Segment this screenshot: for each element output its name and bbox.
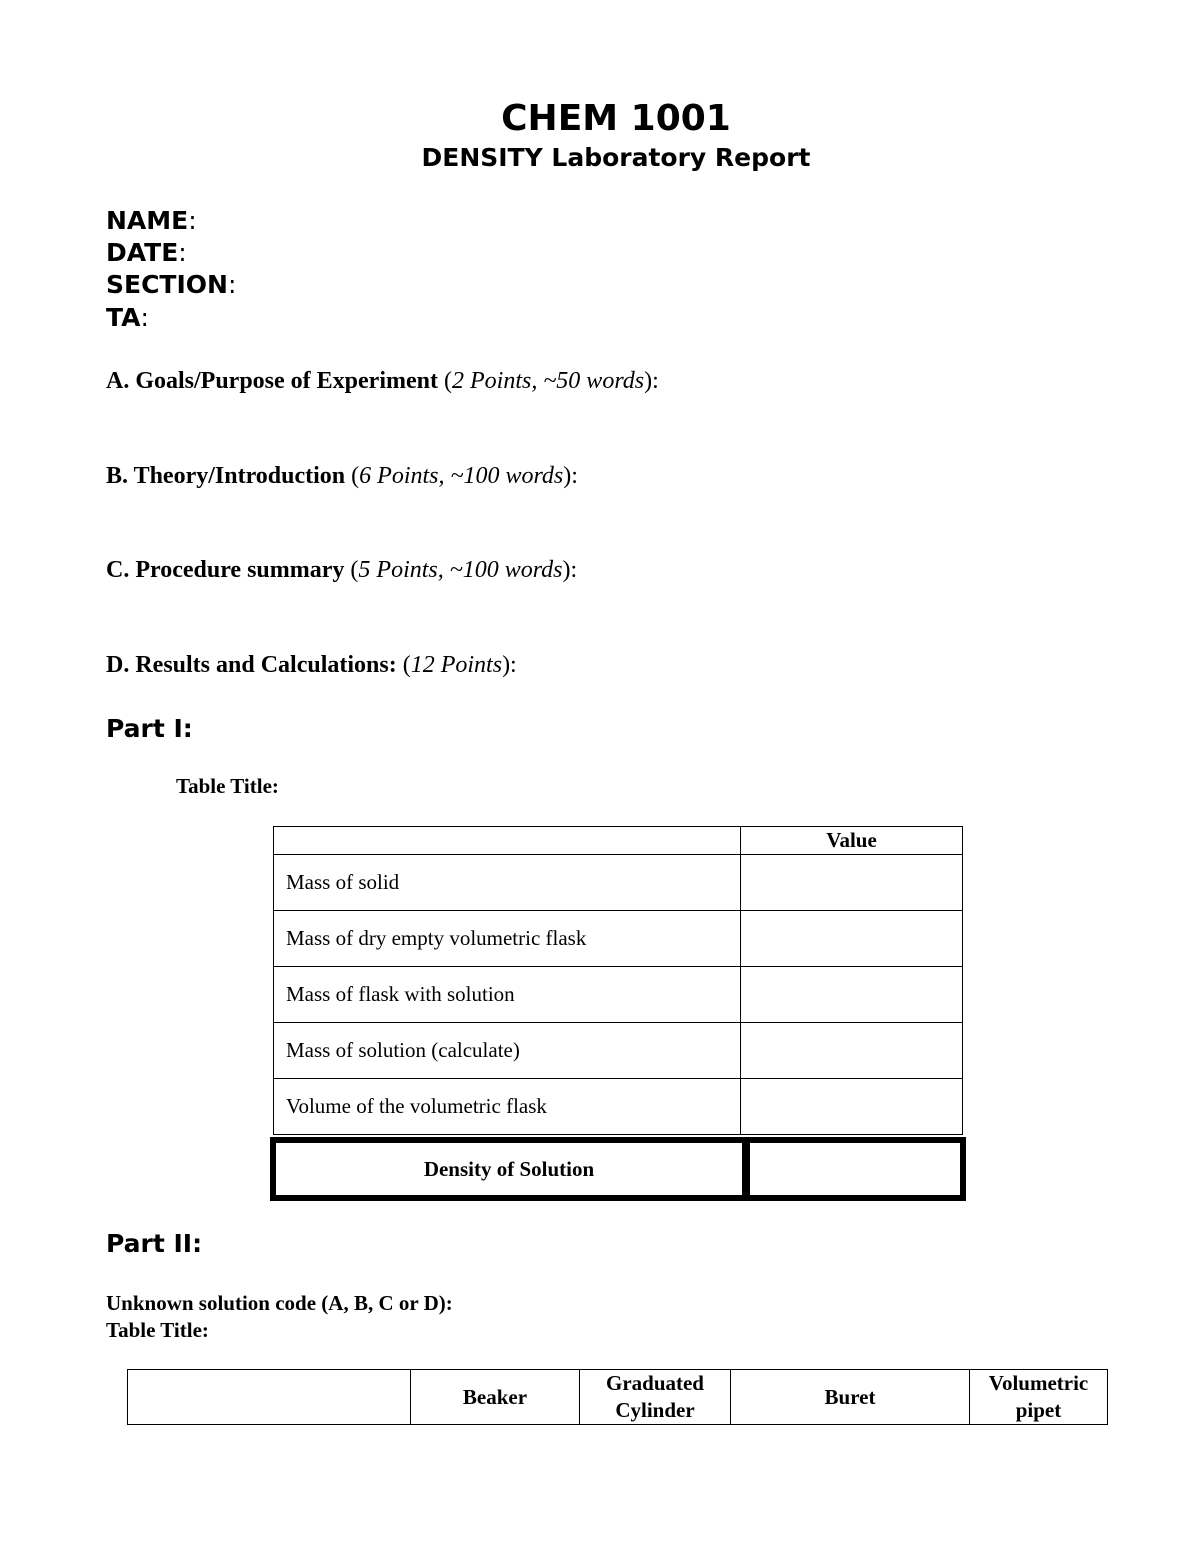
row-label: Volume of the volumetric flask [274, 1079, 741, 1135]
table-row [274, 1079, 963, 1135]
density-value-cell[interactable] [750, 1143, 960, 1195]
section-label: SECTION [106, 270, 228, 299]
part1-table [273, 826, 963, 1135]
section-b-heading: B. Theory/Introduction [106, 463, 346, 489]
part1-heading: Part I: [106, 714, 193, 743]
section-a-heading: A. Goals/Purpose of Experiment [106, 368, 438, 394]
date-colon: : [178, 238, 187, 267]
section-d: D. Results and Calculations: (12 Points): [106, 652, 517, 678]
section-b: B. Theory/Introduction (6 Points, ~100 words): [106, 463, 578, 489]
table-row [274, 911, 963, 967]
row-label: Mass of solid [274, 855, 741, 911]
section-field [106, 269, 236, 301]
value-cell[interactable] [741, 911, 963, 967]
section-c-heading: C. Procedure summary [106, 557, 345, 583]
name-field [106, 205, 197, 237]
ta-colon: : [140, 303, 149, 332]
header-cell-buret: Buret [731, 1370, 970, 1425]
part1-table-title-label: Table Title: [176, 774, 279, 798]
value-cell[interactable] [741, 1079, 963, 1135]
header-cell-empty [274, 827, 741, 855]
name-colon: : [188, 206, 197, 235]
table-header-row [128, 1370, 1108, 1425]
table-row [274, 855, 963, 911]
ta-label: TA [106, 303, 141, 332]
density-result-row [270, 1137, 966, 1201]
section-d-heading: D. Results and Calculations: [106, 652, 397, 678]
row-label: Mass of solution (calculate) [274, 1023, 741, 1079]
part2-table [127, 1369, 1108, 1425]
part2-heading: Part II: [106, 1229, 203, 1258]
section-b-detail: 6 Points, ~100 words [359, 463, 564, 489]
course-title: CHEM 1001 [501, 98, 731, 139]
value-cell[interactable] [741, 855, 963, 911]
part2-table-title-label: Table Title: [106, 1318, 209, 1342]
section-c-detail: 5 Points, ~100 words [358, 557, 563, 583]
date-field [106, 237, 187, 269]
ta-field [106, 302, 149, 334]
table-row [274, 1023, 963, 1079]
row-label: Mass of dry empty volumetric flask [274, 911, 741, 967]
header-cell-volumetric-pipet: Volumetric pipet [970, 1370, 1108, 1425]
value-cell[interactable] [741, 1023, 963, 1079]
section-a-detail: 2 Points, ~50 words [451, 368, 645, 394]
table-header-row [274, 827, 963, 855]
section-d-detail: 12 Points [410, 652, 503, 678]
header-cell-beaker: Beaker [411, 1370, 580, 1425]
unknown-code-label: Unknown solution code (A, B, C or D): [106, 1291, 453, 1315]
section-colon: : [227, 270, 237, 299]
density-label: Density of Solution [276, 1143, 750, 1195]
report-title: DENSITY Laboratory Report [421, 143, 811, 172]
header-cell-empty [128, 1370, 411, 1425]
header-cell-value: Value [741, 827, 963, 855]
header-cell-graduated-cylinder: Graduated Cylinder [580, 1370, 731, 1425]
row-label: Mass of flask with solution [274, 967, 741, 1023]
table-row [274, 967, 963, 1023]
date-label: DATE [106, 238, 179, 267]
value-cell[interactable] [741, 967, 963, 1023]
name-label: NAME [106, 206, 189, 235]
section-c: C. Procedure summary (5 Points, ~100 words): [106, 557, 578, 583]
section-a: A. Goals/Purpose of Experiment (2 Points, ~50 words): [106, 368, 659, 394]
